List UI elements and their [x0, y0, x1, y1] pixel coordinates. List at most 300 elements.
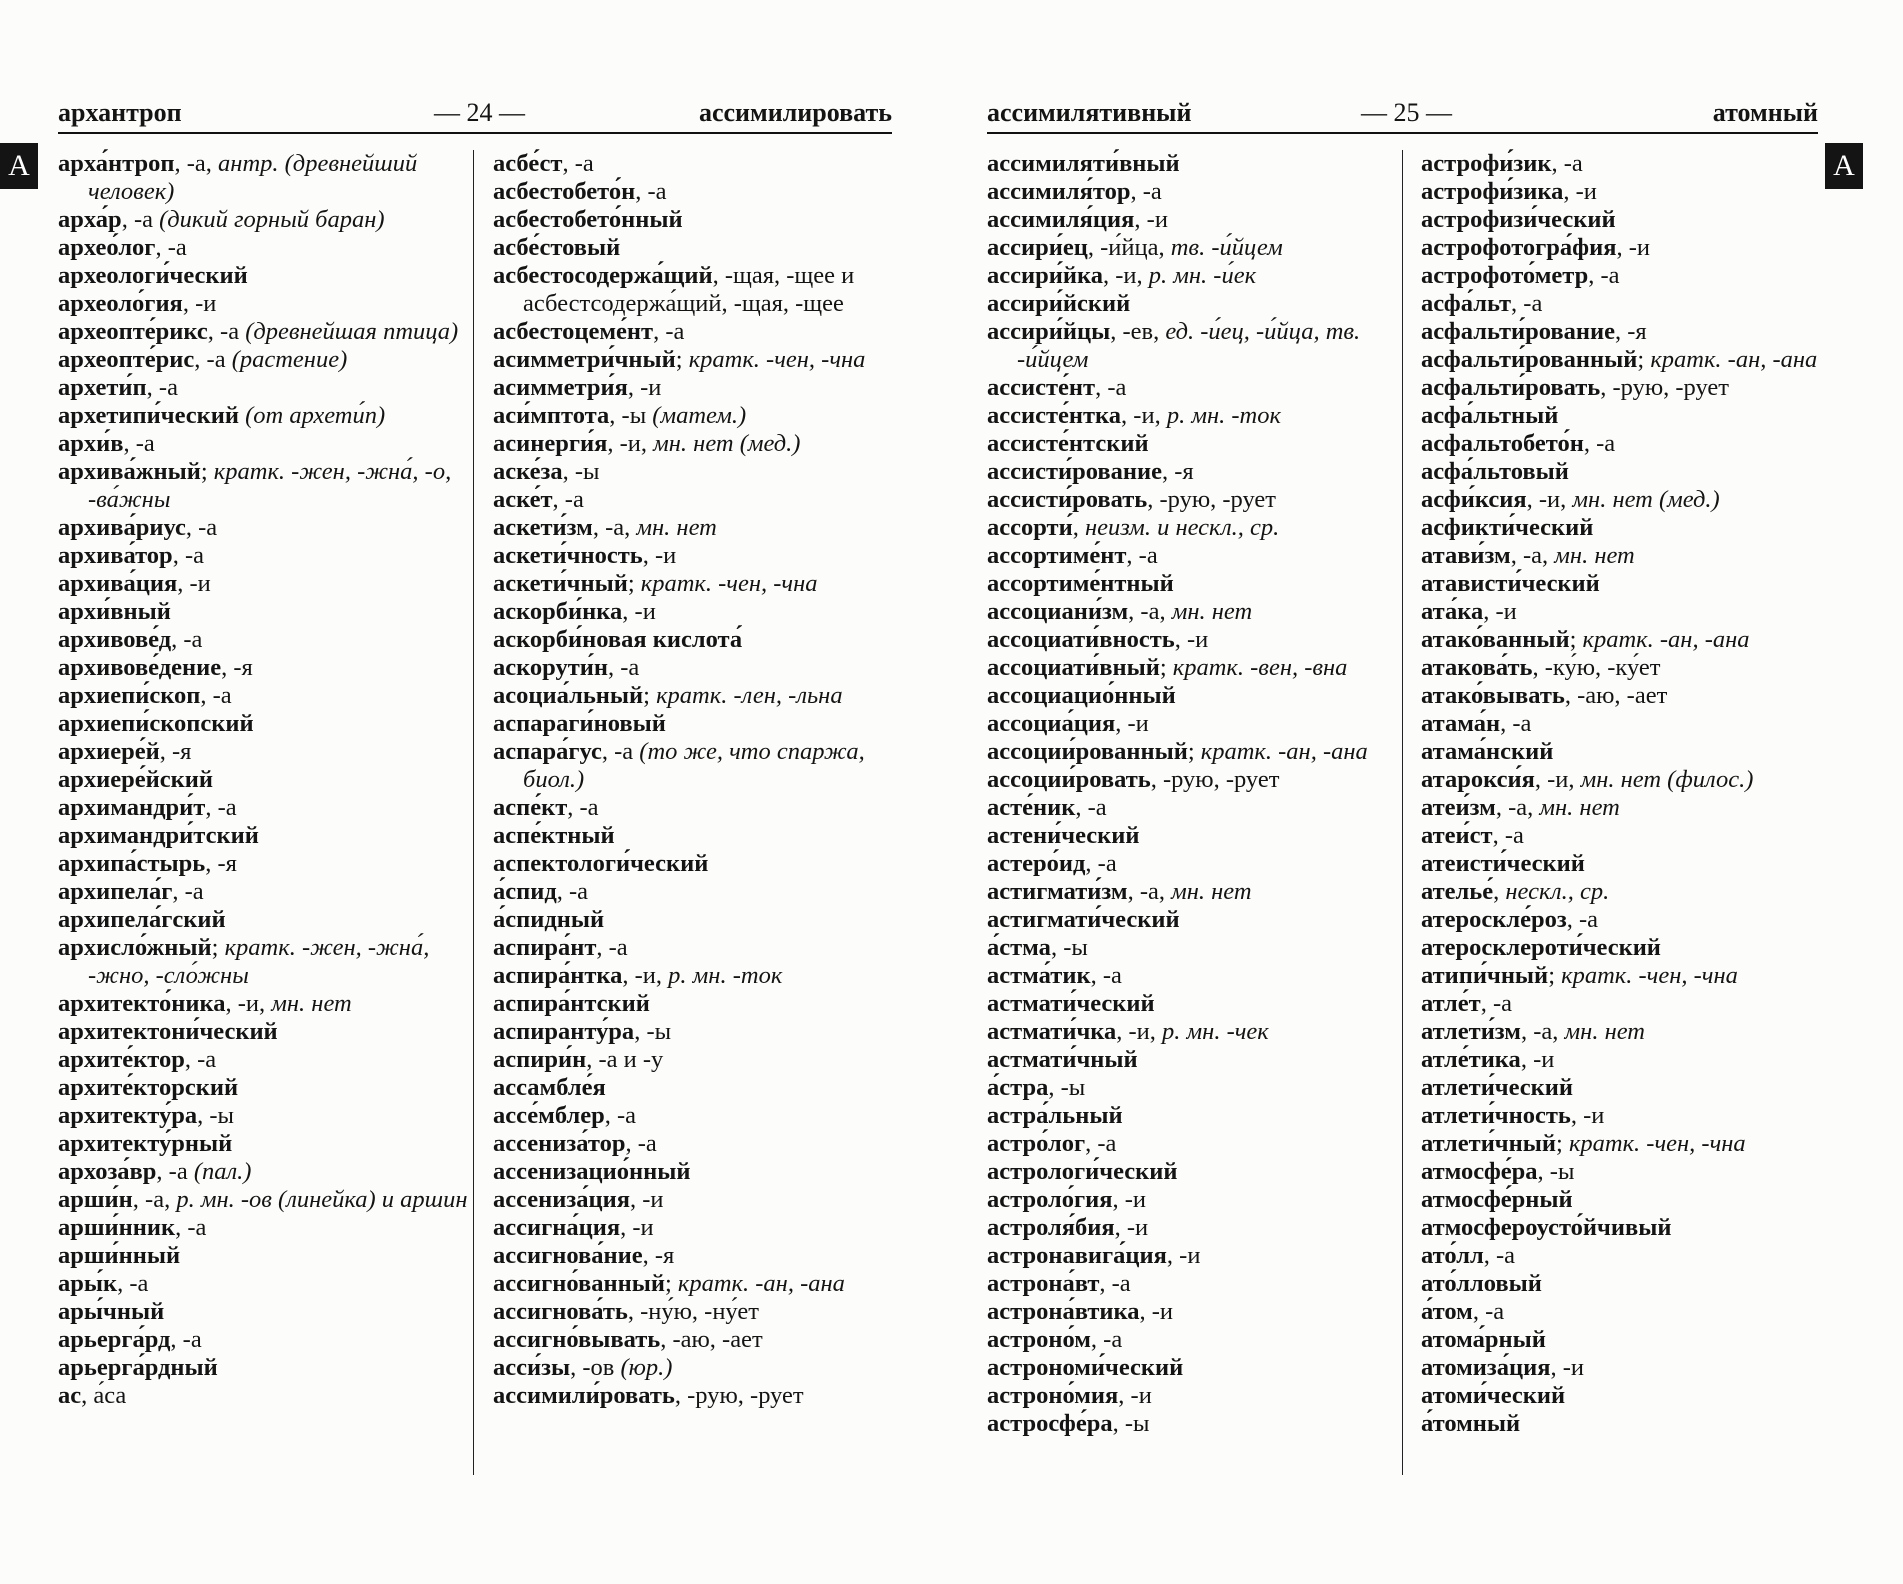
headword: астрона́вт	[987, 1270, 1100, 1297]
usage-comment: кратк. -чен, -чна	[640, 570, 818, 597]
usage-comment: мн. нет	[1564, 1018, 1645, 1045]
headword: ассенизацио́нный	[493, 1158, 691, 1185]
grammar-forms: , -а	[185, 514, 218, 541]
dictionary-entry	[58, 318, 470, 346]
dictionary-entry	[1421, 626, 1831, 654]
dictionary-entry	[1421, 598, 1831, 626]
grammar-forms: , -а	[552, 486, 584, 513]
headword: архиере́йский	[58, 766, 213, 793]
headword: атле́т	[1421, 990, 1481, 1017]
headword: архитекту́рный	[58, 1130, 233, 1157]
dictionary-entry	[987, 794, 1387, 822]
headword: аскети́чный	[493, 570, 628, 597]
dictionary-entry	[58, 682, 470, 710]
dictionary-entry	[493, 654, 893, 682]
dictionary-entry	[1421, 710, 1831, 738]
headword: асбестобето́нный	[493, 206, 683, 233]
dictionary-entry	[987, 682, 1387, 710]
headword: атама́нский	[1421, 738, 1554, 765]
grammar-forms: , -а	[146, 374, 178, 401]
grammar-forms: , -а,	[1127, 878, 1172, 905]
dictionary-entry	[1421, 290, 1831, 318]
dictionary-entry	[58, 262, 470, 290]
usage-comment: кратк. -ан, -ана	[1650, 346, 1818, 373]
dictionary-entry	[58, 1242, 470, 1270]
headword: архива́риус	[58, 514, 186, 541]
dictionary-entry	[493, 822, 893, 850]
dictionary-entry	[58, 1354, 470, 1382]
dictionary-entry	[1421, 1214, 1831, 1242]
headword: астеро́ид	[987, 850, 1086, 877]
dictionary-entry	[58, 458, 470, 514]
grammar-forms: , -а	[1090, 962, 1122, 989]
grammar-forms: , -ы	[634, 1018, 672, 1045]
grammar-forms: , -и	[642, 542, 677, 569]
headword: ассимиля́ция	[987, 206, 1135, 233]
headword: атакова́ть	[1421, 654, 1533, 681]
usage-comment: мн. нет (филос.)	[1580, 766, 1754, 793]
grammar-forms: , -и	[627, 374, 662, 401]
dictionary-entry	[58, 1382, 470, 1410]
grammar-forms: , -я	[159, 738, 192, 765]
dictionary-entry	[1421, 1074, 1831, 1102]
headword: аспектологи́ческий	[493, 850, 709, 877]
grammar-forms: , -аю, -ает	[1564, 682, 1668, 709]
dictionary-entry	[58, 906, 470, 934]
grammar-forms: , -ы	[562, 458, 600, 485]
grammar-forms: , -а,	[1128, 598, 1172, 625]
grammar-forms: , -а	[601, 738, 640, 765]
headword: астмати́ческий	[987, 990, 1155, 1017]
headword: архитекто́ника	[58, 990, 226, 1017]
headword: атмосфероусто́йчивый	[1421, 1214, 1672, 1241]
headword: ателье́	[1421, 878, 1494, 905]
usage-comment: кратк. -чен, -чна	[1561, 962, 1738, 989]
headword: астрологи́ческий	[987, 1158, 1178, 1185]
grammar-forms: , -и	[630, 1186, 664, 1213]
column-left-2	[493, 150, 893, 1410]
headword: асбе́ст	[493, 150, 563, 177]
dictionary-entry	[1421, 318, 1831, 346]
headword: атмосфе́рный	[1421, 1186, 1573, 1213]
dictionary-entry	[987, 318, 1387, 374]
grammar-forms: ;	[675, 346, 689, 373]
column-right-2	[1421, 150, 1831, 1438]
headword: археологи́ческий	[58, 262, 248, 289]
grammar-forms: , -и	[620, 1214, 654, 1241]
dictionary-entry	[1421, 430, 1831, 458]
headword: астроля́бия	[987, 1214, 1115, 1241]
grammar-forms: , -а,	[132, 1186, 177, 1213]
headword: архипа́стырь	[58, 850, 206, 877]
grammar-forms: , -а	[1492, 822, 1524, 849]
grammar-forms: , -и	[1616, 234, 1651, 261]
headword: ассениза́тор	[493, 1130, 626, 1157]
headword: архитектони́ческий	[58, 1018, 278, 1045]
grammar-forms: , -а и -у	[586, 1046, 664, 1073]
dictionary-entry	[1421, 794, 1831, 822]
dictionary-entry	[1421, 738, 1831, 766]
dictionary-entry	[493, 402, 893, 430]
headword: атомиза́ция	[1421, 1354, 1551, 1381]
usage-comment: (пал.)	[193, 1158, 252, 1185]
grammar-forms: , -и	[1550, 1354, 1585, 1381]
grammar-forms: , -а	[184, 1046, 217, 1073]
headword: арши́н	[58, 1186, 133, 1213]
headword: атако́вывать	[1421, 682, 1565, 709]
grammar-forms: , -и	[1520, 1046, 1555, 1073]
usage-comment: неизм. и нескл., ср.	[1084, 514, 1280, 541]
dictionary-entry	[58, 1130, 470, 1158]
grammar-forms: , -а	[1551, 150, 1583, 177]
grammar-forms: , -а	[1472, 1298, 1505, 1325]
dictionary-entry	[493, 962, 893, 990]
dictionary-entry	[58, 822, 470, 850]
grammar-forms: , -щая, -щее и асбестсодержа́щий, -щая, -щее	[523, 262, 855, 317]
dictionary-entry	[493, 710, 893, 738]
dictionary-entry	[58, 878, 470, 906]
dictionary-entry	[493, 738, 893, 794]
headword: асфа́льтный	[1421, 402, 1559, 429]
headword: ассигнова́ние	[493, 1242, 643, 1269]
column-divider	[473, 150, 474, 1475]
headword: архео́лог	[58, 234, 156, 261]
guide-word-first: архантроп	[58, 98, 182, 127]
grammar-forms: , -я	[1615, 318, 1647, 345]
column-right-1	[987, 150, 1387, 1438]
dictionary-entry	[493, 934, 893, 962]
headword: ары́чный	[58, 1298, 165, 1325]
dictionary-entry	[493, 1214, 893, 1242]
headword: атлети́зм	[1421, 1018, 1521, 1045]
usage-comment: (от архети́п)	[245, 402, 386, 429]
headword: арьерга́рд	[58, 1326, 171, 1353]
dictionary-entry	[987, 1326, 1387, 1354]
headword: аске́за	[493, 458, 563, 485]
grammar-forms: , -и	[1134, 206, 1168, 233]
headword: археоло́гия	[58, 290, 183, 317]
usage-comment: кратк. -ан, -ана	[677, 1270, 845, 1297]
grammar-forms: , -а,	[1521, 1018, 1565, 1045]
grammar-forms: , -и	[1570, 1102, 1605, 1129]
dictionary-entry	[58, 150, 470, 206]
headword: а́стра	[987, 1074, 1049, 1101]
grammar-forms: , -а	[625, 1130, 657, 1157]
grammar-forms: , -ев,	[1110, 318, 1166, 345]
dictionary-entry	[493, 178, 893, 206]
grammar-forms: ,	[1072, 514, 1085, 541]
headword: ассоциа́ция	[987, 710, 1116, 737]
running-header-right	[987, 98, 1818, 132]
grammar-forms: , -а	[1500, 710, 1532, 737]
grammar-forms: , -ку́ю, -ку́ет	[1532, 654, 1661, 681]
headword: ассоции́ровать	[987, 766, 1151, 793]
grammar-forms: , -а	[1099, 1270, 1131, 1297]
headword: а́стма	[987, 934, 1051, 961]
headword: а́томный	[1421, 1410, 1521, 1437]
headword: асфа́льтовый	[1421, 458, 1569, 485]
headword: архиепи́скоп	[58, 682, 201, 709]
dictionary-entry	[493, 598, 893, 626]
grammar-forms: , -а	[1126, 542, 1158, 569]
guide-word-last: ассимилировать	[698, 98, 892, 127]
grammar-forms: , -и	[1174, 626, 1209, 653]
headword: архиепи́скопский	[58, 710, 254, 737]
dictionary-entry	[987, 598, 1387, 626]
dictionary-entry	[58, 430, 470, 458]
headword: асте́ник	[987, 794, 1076, 821]
dictionary-entry	[58, 374, 470, 402]
dictionary-entry	[58, 794, 470, 822]
dictionary-entry	[987, 542, 1387, 570]
grammar-forms: , -рую, -рует	[1600, 374, 1729, 401]
dictionary-entry	[987, 486, 1387, 514]
dictionary-entry	[58, 542, 470, 570]
grammar-forms: , -а,	[1510, 542, 1555, 569]
headword: астрофи́зик	[1421, 150, 1552, 177]
grammar-forms: , -а	[172, 542, 204, 569]
headword: архипела́г	[58, 878, 173, 905]
dictionary-entry	[493, 850, 893, 878]
grammar-forms: , -а	[635, 178, 667, 205]
dictionary-entry	[987, 654, 1387, 682]
headword: астрофотогра́фия	[1421, 234, 1617, 261]
dictionary-entry	[58, 1102, 470, 1130]
dictionary-entry	[1421, 346, 1831, 374]
right-page	[951, 0, 1903, 1584]
dictionary-entry	[987, 990, 1387, 1018]
grammar-forms: , -а,	[592, 514, 637, 541]
dictionary-entry	[987, 402, 1387, 430]
headword: археопте́рис	[58, 346, 195, 373]
dictionary-entry	[987, 822, 1387, 850]
dictionary-entry	[58, 1158, 470, 1186]
dictionary-entry	[493, 1354, 893, 1382]
headword: астрофото́метр	[1421, 262, 1589, 289]
grammar-forms: , -а	[1130, 178, 1162, 205]
grammar-forms: , -а	[562, 150, 594, 177]
dictionary-entry	[987, 850, 1387, 878]
headword: аспира́нт	[493, 934, 597, 961]
grammar-forms: ;	[1548, 962, 1562, 989]
headword: археопте́рикс	[58, 318, 208, 345]
headword: ата́ка	[1421, 598, 1484, 625]
grammar-forms: ;	[664, 1270, 678, 1297]
grammar-forms: , -а	[1090, 1326, 1123, 1353]
grammar-forms: ,	[1493, 878, 1506, 905]
dictionary-entry	[1421, 514, 1831, 542]
headword: ассортиме́нтный	[987, 570, 1174, 597]
dictionary-entry	[58, 738, 470, 766]
headword: ассигна́ция	[493, 1214, 621, 1241]
dictionary-entry	[58, 626, 470, 654]
headword: ассигнова́ть	[493, 1298, 628, 1325]
dictionary-entry	[987, 374, 1387, 402]
dictionary-entry	[987, 514, 1387, 542]
headword: атеросклероти́ческий	[1421, 934, 1661, 961]
headword: астроно́м	[987, 1326, 1091, 1353]
headword: асбе́стовый	[493, 234, 621, 261]
grammar-forms: , -аю, -ает	[660, 1326, 763, 1353]
dictionary-entry	[987, 206, 1387, 234]
headword: атеи́ст	[1421, 822, 1493, 849]
headword: аспири́н	[493, 1046, 587, 1073]
headword: ассимиляти́вный	[987, 150, 1180, 177]
grammar-forms: , -и	[1114, 1214, 1149, 1241]
grammar-forms: , -и	[1483, 598, 1517, 625]
dictionary-entry	[58, 570, 470, 598]
dictionary-entry	[1421, 150, 1831, 178]
headword: атеисти́ческий	[1421, 850, 1585, 877]
usage-comment: мн. нет (мед.)	[653, 430, 801, 457]
headword: архоза́вр	[58, 1158, 157, 1185]
headword: ато́лловый	[1421, 1270, 1542, 1297]
dictionary-entry	[493, 374, 893, 402]
grammar-forms: , -и,	[225, 990, 272, 1017]
dictionary-entry	[1421, 1242, 1831, 1270]
headword: астигмати́зм	[987, 878, 1128, 905]
dictionary-entry	[493, 234, 893, 262]
grammar-forms: , а́са	[81, 1382, 127, 1409]
usage-comment: кратк. -чен, -чна	[688, 346, 866, 373]
usage-comment: кратк. -чен, -чна	[1568, 1130, 1746, 1157]
dictionary-entry	[1421, 1410, 1831, 1438]
dictionary-entry	[493, 1046, 893, 1074]
headword: архивове́дение	[58, 654, 222, 681]
dictionary-entry	[1421, 1382, 1831, 1410]
usage-comment: (юр.)	[620, 1354, 673, 1381]
headword: архимандри́тский	[58, 822, 259, 849]
dictionary-entry	[987, 1382, 1387, 1410]
column-left-1	[58, 150, 470, 1410]
grammar-forms: , -ы	[197, 1102, 234, 1129]
grammar-forms: , -а	[1511, 290, 1543, 317]
dictionary-entry	[987, 570, 1387, 598]
usage-comment: мн. нет	[1539, 794, 1620, 821]
grammar-forms: ;	[1187, 738, 1201, 765]
headword: архисло́жный	[58, 934, 212, 961]
headword: астроно́мия	[987, 1382, 1119, 1409]
headword: ассири́ец	[987, 234, 1088, 261]
grammar-forms: , -а	[1566, 906, 1599, 933]
headword: архитекту́ра	[58, 1102, 198, 1129]
dictionary-entry	[58, 514, 470, 542]
dictionary-entry	[987, 878, 1387, 906]
usage-comment: (то же, что спаржа, биол.)	[523, 738, 865, 793]
headword: асбестоцеме́нт	[493, 318, 654, 345]
dictionary-entry	[1421, 542, 1831, 570]
headword: асфальти́рованный	[1421, 346, 1638, 373]
headword: аспиранту́ра	[493, 1018, 635, 1045]
grammar-forms: , -рую, -рует	[1150, 766, 1280, 793]
usage-comment: мн. нет (мед.)	[1572, 486, 1720, 513]
dictionary-entry	[493, 318, 893, 346]
headword: аспе́кт	[493, 794, 568, 821]
headword: ассортиме́нт	[987, 542, 1127, 569]
headword: атако́ванный	[1421, 626, 1570, 653]
usage-comment: мн. нет	[271, 990, 352, 1017]
dictionary-entry	[987, 1186, 1387, 1214]
dictionary-entry	[1421, 486, 1831, 514]
grammar-forms: , -и	[1118, 1382, 1152, 1409]
dictionary-entry	[493, 1018, 893, 1046]
grammar-forms: , -и	[1112, 1186, 1147, 1213]
grammar-forms: , -а	[1588, 262, 1620, 289]
headword: аскорути́н	[493, 654, 608, 681]
usage-comment: ед. -и́ец, -и́йца, тв. -и́йцем	[1017, 318, 1361, 373]
headword: архива́жный	[58, 458, 201, 485]
headword: атлети́чность	[1421, 1102, 1571, 1129]
headword: архите́кторский	[58, 1074, 239, 1101]
grammar-forms: , -а	[1085, 1130, 1117, 1157]
grammar-forms: , -а	[170, 1326, 202, 1353]
dictionary-entry	[1421, 262, 1831, 290]
letter-tab-left: А	[0, 143, 38, 189]
dictionary-entry	[1421, 402, 1831, 430]
page-number: — 24 —	[434, 98, 525, 127]
headword: ассоциани́зм	[987, 598, 1129, 625]
grammar-forms: , -ну́ю, -ну́ет	[627, 1298, 759, 1325]
grammar-forms: , -а	[207, 318, 246, 345]
dictionary-entry	[58, 990, 470, 1018]
grammar-forms: , -а	[1583, 430, 1616, 457]
grammar-forms: , -и	[1166, 1242, 1201, 1269]
dictionary-entry	[1421, 1270, 1831, 1298]
usage-comment: р. мн. -чек	[1162, 1018, 1269, 1045]
headword: астени́ческий	[987, 822, 1140, 849]
headword: аспараги́новый	[493, 710, 666, 737]
dictionary-entry	[987, 1214, 1387, 1242]
page-number: — 25 —	[1361, 98, 1452, 127]
grammar-forms: , -а	[205, 794, 237, 821]
grammar-forms: , -ы	[1112, 1410, 1150, 1437]
grammar-forms: , -а	[117, 1270, 149, 1297]
headword: астросфе́ра	[987, 1410, 1113, 1437]
grammar-forms: , -и,	[1526, 486, 1573, 513]
dictionary-entry	[987, 906, 1387, 934]
grammar-forms: , -я	[205, 850, 237, 877]
dictionary-entry	[493, 206, 893, 234]
dictionary-entry	[987, 1242, 1387, 1270]
usage-comment: р. мн. -ток	[1166, 402, 1281, 429]
dictionary-entry	[493, 1158, 893, 1186]
grammar-forms: ;	[1556, 1130, 1569, 1157]
grammar-forms: ;	[627, 570, 641, 597]
dictionary-entry	[493, 1326, 893, 1354]
headword: астрофизи́ческий	[1421, 206, 1616, 233]
dictionary-entry	[987, 1298, 1387, 1326]
grammar-forms: , -а	[121, 206, 160, 233]
headword: ассимили́ровать	[493, 1382, 675, 1409]
grammar-forms: , -я	[642, 1242, 675, 1269]
usage-comment: кратк. -ан, -ана	[1200, 738, 1368, 765]
grammar-forms: , -а	[1095, 374, 1127, 401]
dictionary-entry	[58, 1046, 470, 1074]
dictionary-entry	[58, 710, 470, 738]
headword: аскорби́новая кислота́	[493, 626, 743, 653]
headword: ассимиля́тор	[987, 178, 1131, 205]
usage-comment: нескл., ср.	[1505, 878, 1610, 905]
dictionary-entry	[1421, 1354, 1831, 1382]
dictionary-entry	[1421, 766, 1831, 794]
left-page	[0, 0, 951, 1584]
grammar-forms: , -а	[172, 878, 204, 905]
dictionary-entry	[493, 990, 893, 1018]
grammar-forms: , -и,	[607, 430, 654, 457]
headword: аспара́гус	[493, 738, 602, 765]
usage-comment: (растение)	[231, 346, 348, 373]
grammar-forms: , -а	[1480, 990, 1512, 1017]
